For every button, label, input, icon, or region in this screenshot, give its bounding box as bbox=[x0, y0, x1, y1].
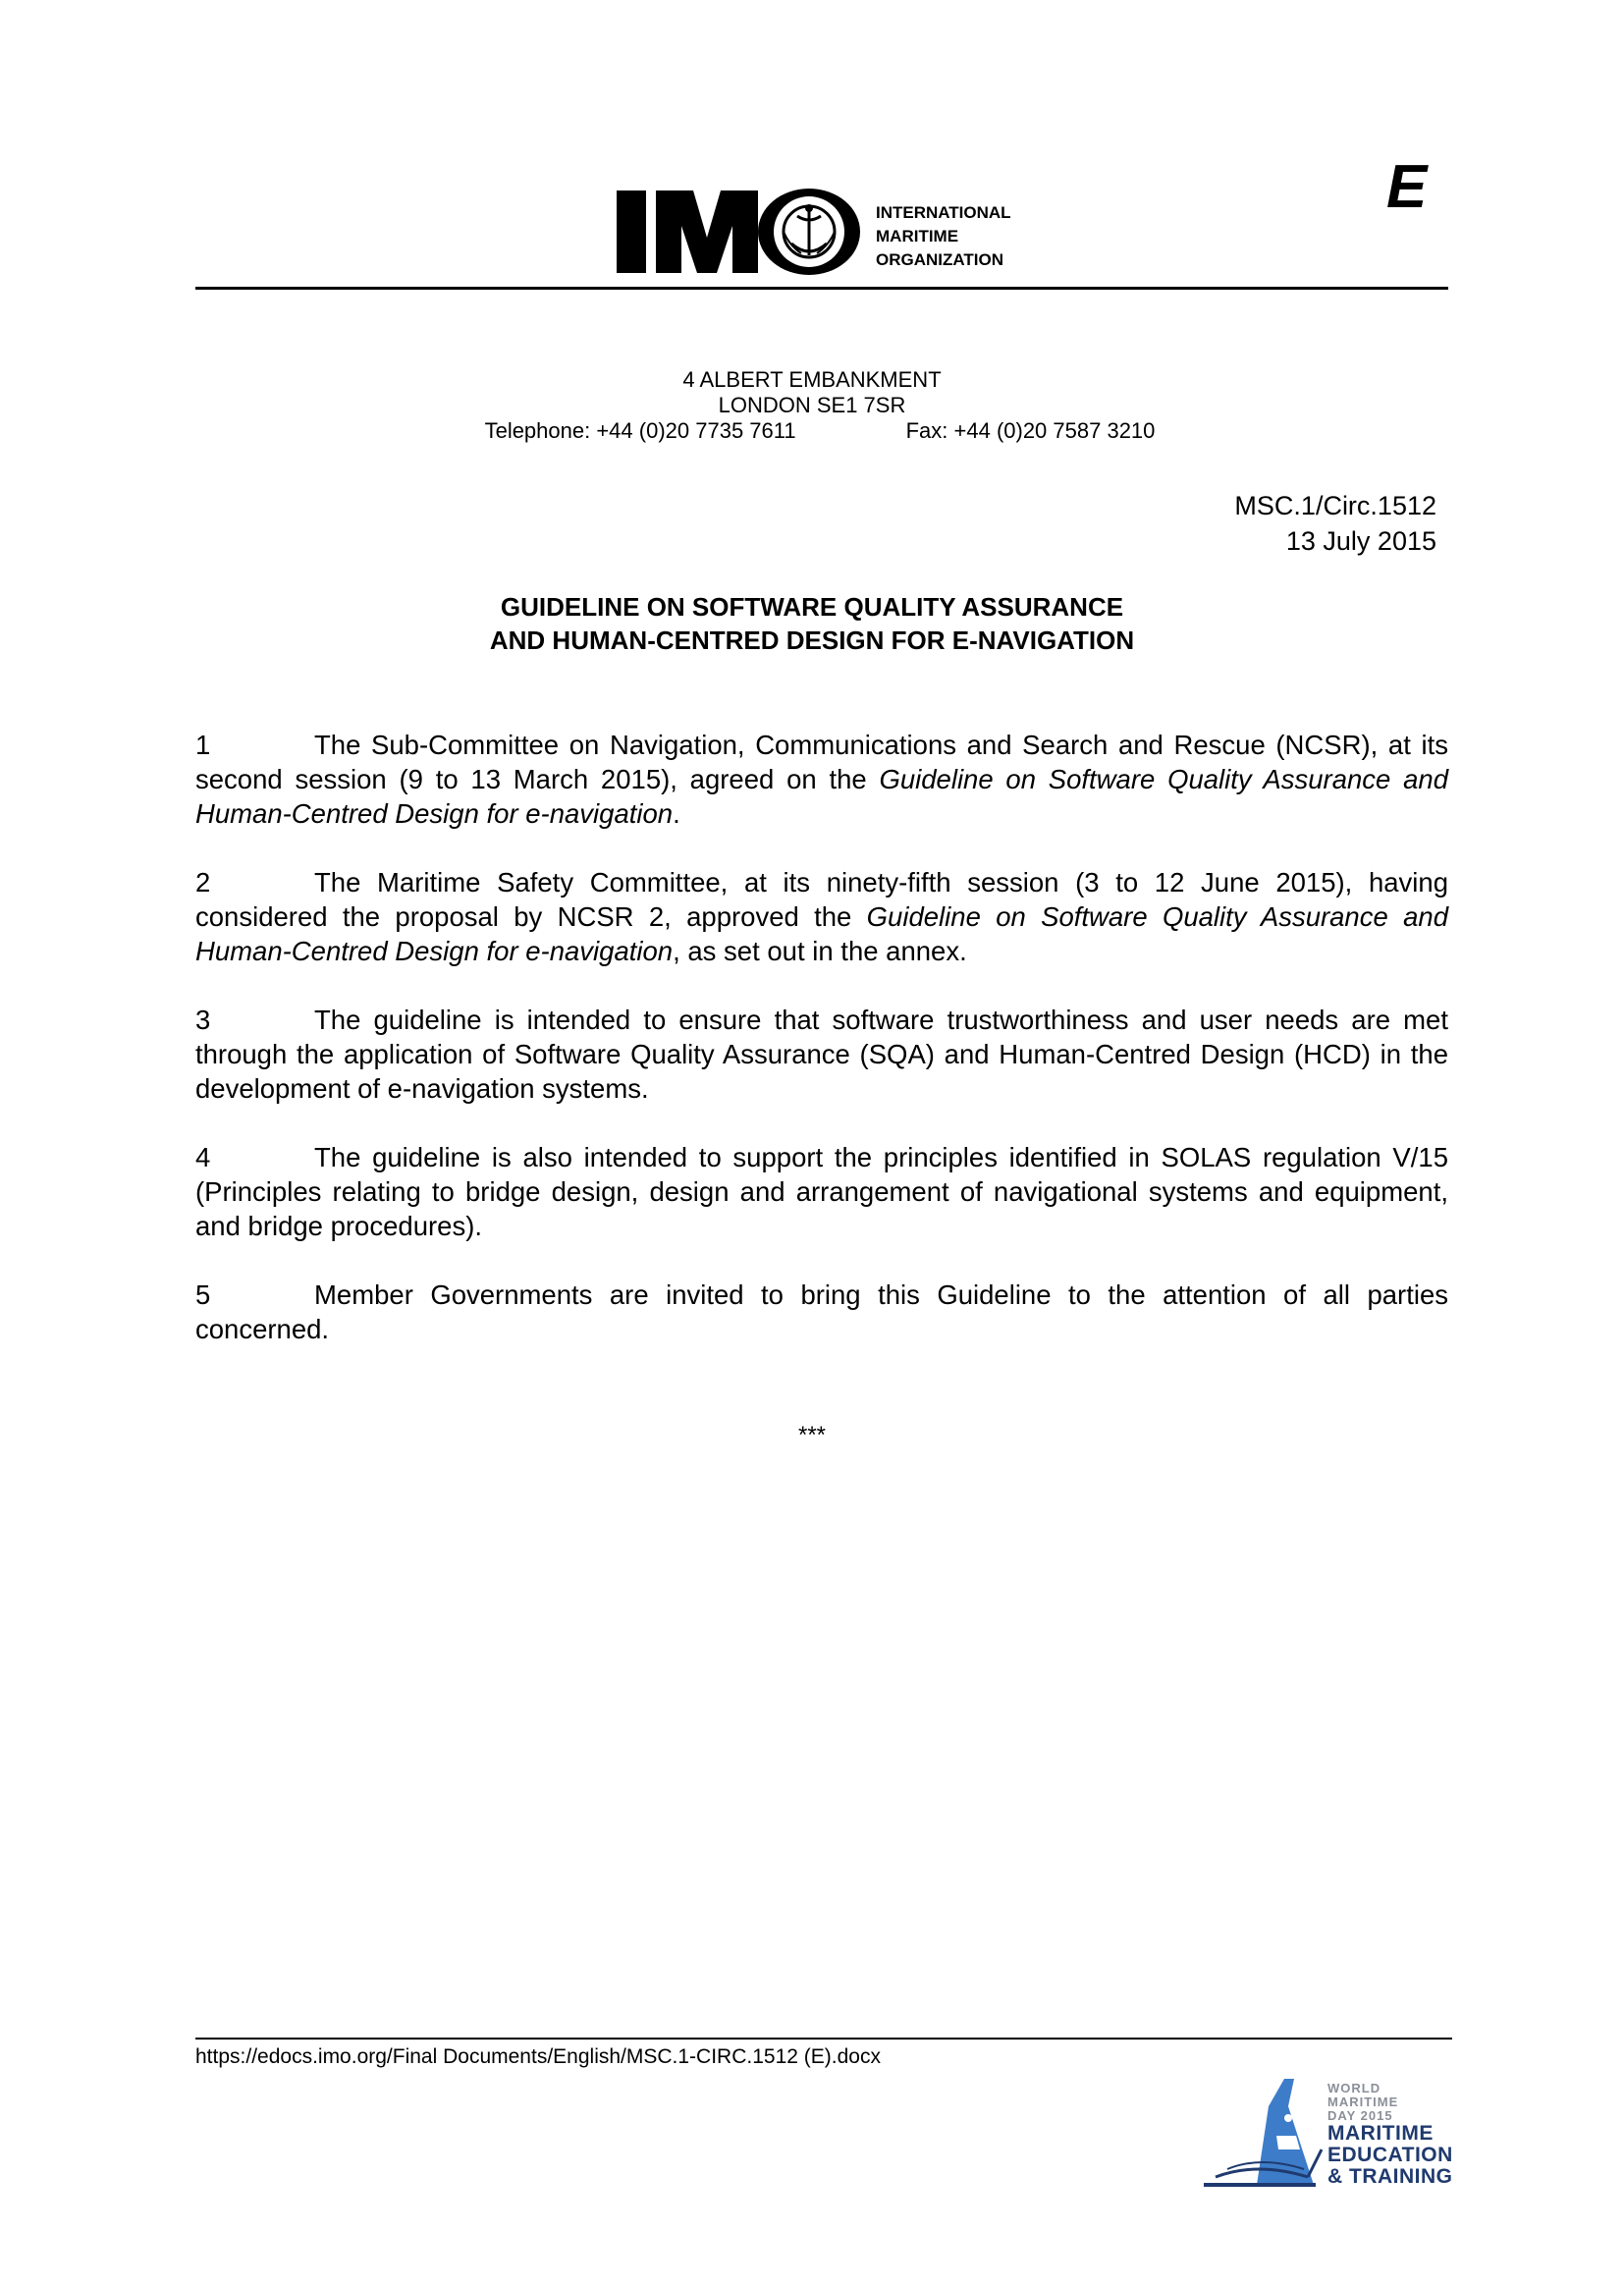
paragraph-text: The guideline is intended to ensure that software trustworthiness and user needs are met through the application of Software Quality Assurance (SQA) and Human-Centred Design (HCD) in the development of e-navigation systems. bbox=[195, 1005, 1448, 1104]
paragraph-text: Member Governments are invited to bring this Guideline to the attention of all parties concerned. bbox=[195, 1279, 1448, 1344]
fax: Fax: +44 (0)20 7587 3210 bbox=[905, 418, 1156, 443]
paragraph-text-end: , as set out in the annex. bbox=[673, 936, 967, 966]
paragraph-text: The guideline is also intended to support the principles identified in SOLAS regulation V/15 (Principles relating to bridge design, design and arrangement of navigational systems and equipment, and bridge procedures). bbox=[195, 1142, 1448, 1241]
header-rule bbox=[195, 287, 1448, 290]
language-code: E bbox=[1386, 153, 1428, 221]
imo-logo bbox=[617, 187, 1088, 277]
reference-date: 13 July 2015 bbox=[1285, 526, 1436, 556]
badge-big-line-1: MARITIME bbox=[1327, 2122, 1434, 2145]
paragraph-italic: Guideline on Software Quality Assurance and Human-Centred Design for e-navigation bbox=[195, 764, 1448, 829]
paragraph-5 bbox=[195, 1278, 1448, 1346]
paragraph-4 bbox=[195, 1140, 1448, 1243]
address-line-2: LONDON SE1 7SR bbox=[718, 393, 906, 417]
document-title bbox=[0, 590, 1624, 657]
paragraph-number: 1 bbox=[195, 730, 211, 760]
footer-rule bbox=[195, 2038, 1452, 2040]
org-name-line-3: ORGANIZATION bbox=[876, 250, 1004, 269]
document-path: https://edocs.imo.org/Final Documents/English/MSC.1-CIRC.1512 (E).docx bbox=[195, 2045, 881, 2068]
title-line-2: AND HUMAN-CENTRED DESIGN FOR E-NAVIGATION bbox=[489, 626, 1135, 655]
reference-number: MSC.1/Circ.1512 bbox=[1234, 491, 1436, 520]
paragraph-text: The Maritime Safety Committee, at its ninety-fifth session (3 to 12 June 2015), having considered the proposal by NCSR 2, approved the bbox=[195, 867, 1448, 932]
paragraph-2 bbox=[195, 865, 1448, 968]
paragraph-3 bbox=[195, 1003, 1448, 1106]
badge-small-line-1: WORLD bbox=[1327, 2081, 1381, 2095]
telephone: Telephone: +44 (0)20 7735 7611 bbox=[484, 418, 796, 443]
paragraph-italic: Guideline on Software Quality Assurance and Human-Centred Design for e-navigation bbox=[195, 901, 1448, 966]
address-block bbox=[0, 367, 1624, 444]
section-separator: *** bbox=[797, 1422, 827, 1448]
paragraph-number: 3 bbox=[195, 1005, 211, 1035]
org-name-line-1: INTERNATIONAL bbox=[876, 203, 1011, 222]
paragraph-number: 2 bbox=[195, 867, 211, 898]
org-name-line-2: MARITIME bbox=[876, 227, 959, 245]
address-line-1: 4 ALBERT EMBANKMENT bbox=[682, 367, 942, 392]
badge-big-line-2: EDUCATION bbox=[1327, 2144, 1453, 2166]
badge-small-line-3: DAY 2015 bbox=[1327, 2108, 1393, 2123]
badge-big-line-3: & TRAINING bbox=[1327, 2165, 1453, 2188]
paragraph-text: The Sub-Committee on Navigation, Communications and Search and Rescue (NCSR), at its second session (9 to 13 March 2015), agreed on the bbox=[195, 730, 1448, 794]
document-body bbox=[195, 728, 1448, 1381]
paragraph-text-end: . bbox=[673, 798, 680, 829]
title-line-1: GUIDELINE ON SOFTWARE QUALITY ASSURANCE bbox=[500, 592, 1124, 622]
badge-small-line-2: MARITIME bbox=[1327, 2095, 1399, 2109]
paragraph-number: 5 bbox=[195, 1279, 211, 1310]
paragraph-1 bbox=[195, 728, 1448, 831]
world-maritime-day-text bbox=[1327, 2082, 1453, 2188]
imo-logo-graphic bbox=[617, 187, 1088, 277]
document-reference bbox=[1234, 488, 1436, 559]
paragraph-number: 4 bbox=[195, 1142, 211, 1172]
contact-line bbox=[0, 418, 1624, 444]
